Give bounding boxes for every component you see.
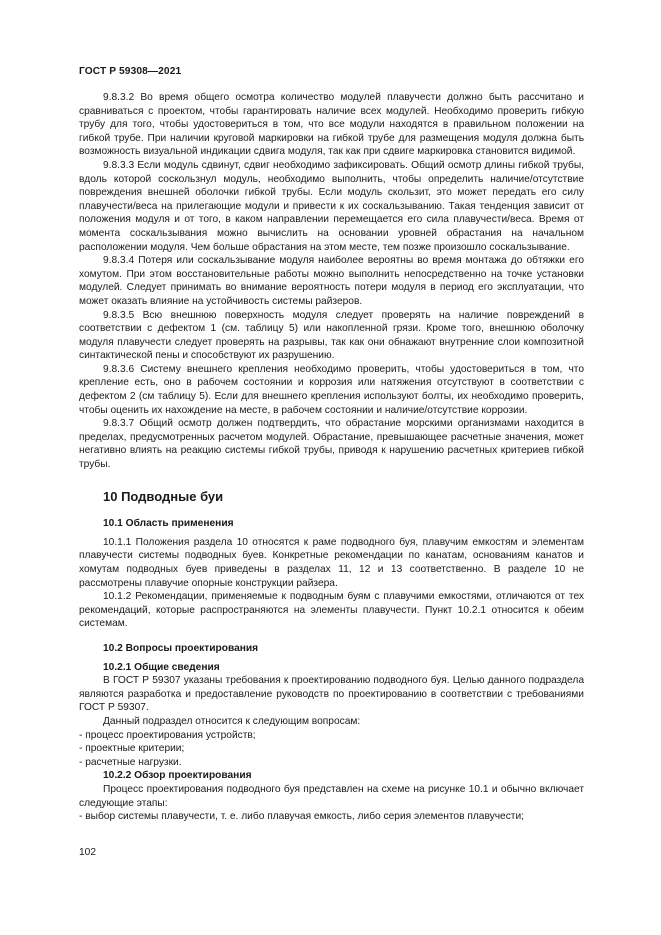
section-10-1-heading: 10.1 Область применения bbox=[103, 518, 234, 530]
paragraph-9-8-3-3: 9.8.3.3 Если модуль сдвинут, сдвиг необходимо зафиксировать. Общий осмотр длины гибкой трубы, вдоль которой соскользнул модуль, необходимо выполнить, чтобы определить наличие/отсутствие повреждения внешней оболочки гибкой трубы. Если модуль скользит, это может передать его силу плавучести/веса на прилегающие модули и привести к их соскальзыванию. Такая тенденция зависит от положения модуля и от того, в каком направлении перемещается его сила плавучести/веса. Время от момента соскальзывания можно вычислить на основании уровней обрастания на начальном расположении модуля. Чем больше обрастания на этом месте, тем позже произошло соскальзывание. bbox=[79, 159, 584, 253]
paragraph-10-1-2: 10.1.2 Рекомендации, применяемые к подводным буям с плавучими емкостями, отличаются от тех рекомендаций, которые распространяются на элементы плавучести. Пункт 10.2.1 относится к обеим системам. bbox=[79, 591, 584, 630]
paragraph-10-1-1: 10.1.1 Положения раздела 10 относятся к раме подводного буя, плавучим емкостям и элементам плавучести системы подводных буев. Конкретные рекомендации по канатам, основаниям канатов и хомутам подводных буев приведены в разделах 11, 12 и 13 соответственно. В разделе 10 не рассмотрены плавучие опорные конструкции райзера. bbox=[79, 536, 584, 589]
list-item: - расчетные нагрузки. bbox=[79, 756, 182, 768]
section-10-2-1-heading: 10.2.1 Общие сведения bbox=[103, 661, 220, 673]
list-item: - процесс проектирования устройств; bbox=[79, 729, 256, 741]
section-10-2-2-heading: 10.2.2 Обзор проектирования bbox=[103, 770, 252, 782]
paragraph-9-8-3-7: 9.8.3.7 Общий осмотр должен подтвердить, что обрастание морскими организмами находится в пределах, предусмотренных расчетом модулей. Обрастание, превышающее расчетные значения, может негативно влиять на реакцию системы гибкой трубы, приводя к нарушению расчетных критериев гибкой трубы. bbox=[79, 418, 584, 471]
paragraph-9-8-3-6: 9.8.3.6 Систему внешнего крепления необходимо проверить, чтобы удостовериться в том, что крепление есть, оно в рабочем состоянии и коррозия или натяжения отсутствуют в соответствии с дефектом 2 (см таблицу 5). Если для внешнего крепления используют болты, их необходимо проверить, чтобы оценить их нахождение на месте, в рабочем состоянии и наличие/отсутствие коррозии. bbox=[79, 363, 584, 416]
paragraph-9-8-3-2: 9.8.3.2 Во время общего осмотра количество модулей плавучести должно быть рассчитано и сравниваться с проектом, чтобы гарантировать наличие всех модулей. Необходимо проверить гибкую трубу для того, чтобы удостовериться в том, что все модули находятся в правильном положении на гибкой трубе. При наличии круговой маркировки на гибкой трубе для размещения модуля должна быть возможность визуальной индикации сдвига модуля, так как при сдвиге маркировка становится видимой. bbox=[79, 92, 584, 158]
paragraph-10-2-2-a: Процесс проектирования подводного буя представлен на схеме на рисунке 10.1 и обычно включает следующие этапы: bbox=[79, 783, 584, 809]
paragraph-9-8-3-4: 9.8.3.4 Потеря или соскальзывание модуля наиболее вероятны во время монтажа до обтяжки его хомутом. При этом восстановительные работы можно выполнить непосредственно на точке установки модулей. Следует принимать во внимание вероятность потери модуля в период его эксплуатации, что может оказать влияние на устойчивость системы райзеров. bbox=[79, 255, 584, 307]
paragraph-9-8-3-5: 9.8.3.5 Всю внешнюю поверхность модуля следует проверять на наличие повреждений в соответствии с дефектом 1 (см. таблицу 5) или накопленной грязи. Кроме того, внешнюю оболочку модуля плавучести следует проверять на разрывы, так как они обнажают внутренние слои композитной синтактической пены и способствуют их разрушению. bbox=[79, 309, 584, 362]
paragraph-10-2-2-b: - выбор системы плавучести, т. е. либо плавучая емкость, либо серия элементов плавучести; bbox=[79, 811, 524, 823]
list-item: - проектные критерии; bbox=[79, 743, 185, 755]
page-number: 102 bbox=[79, 847, 96, 858]
paragraph-10-2-1-b: Данный подраздел относится к следующим вопросам: bbox=[103, 715, 361, 727]
section-10-2-heading: 10.2 Вопросы проектирования bbox=[103, 642, 259, 654]
section-10-heading: 10 Подводные буи bbox=[103, 488, 224, 504]
document-header: ГОСТ Р 59308—2021 bbox=[79, 66, 182, 77]
document-body bbox=[79, 91, 584, 824]
paragraph-10-2-1-a: В ГОСТ Р 59307 указаны требования к проектированию подводного буя. Целью данного подраздела являются разработка и предоставление руководств по проектированию в соответствии с требованиями ГОСТ Р 59307. bbox=[79, 675, 584, 714]
